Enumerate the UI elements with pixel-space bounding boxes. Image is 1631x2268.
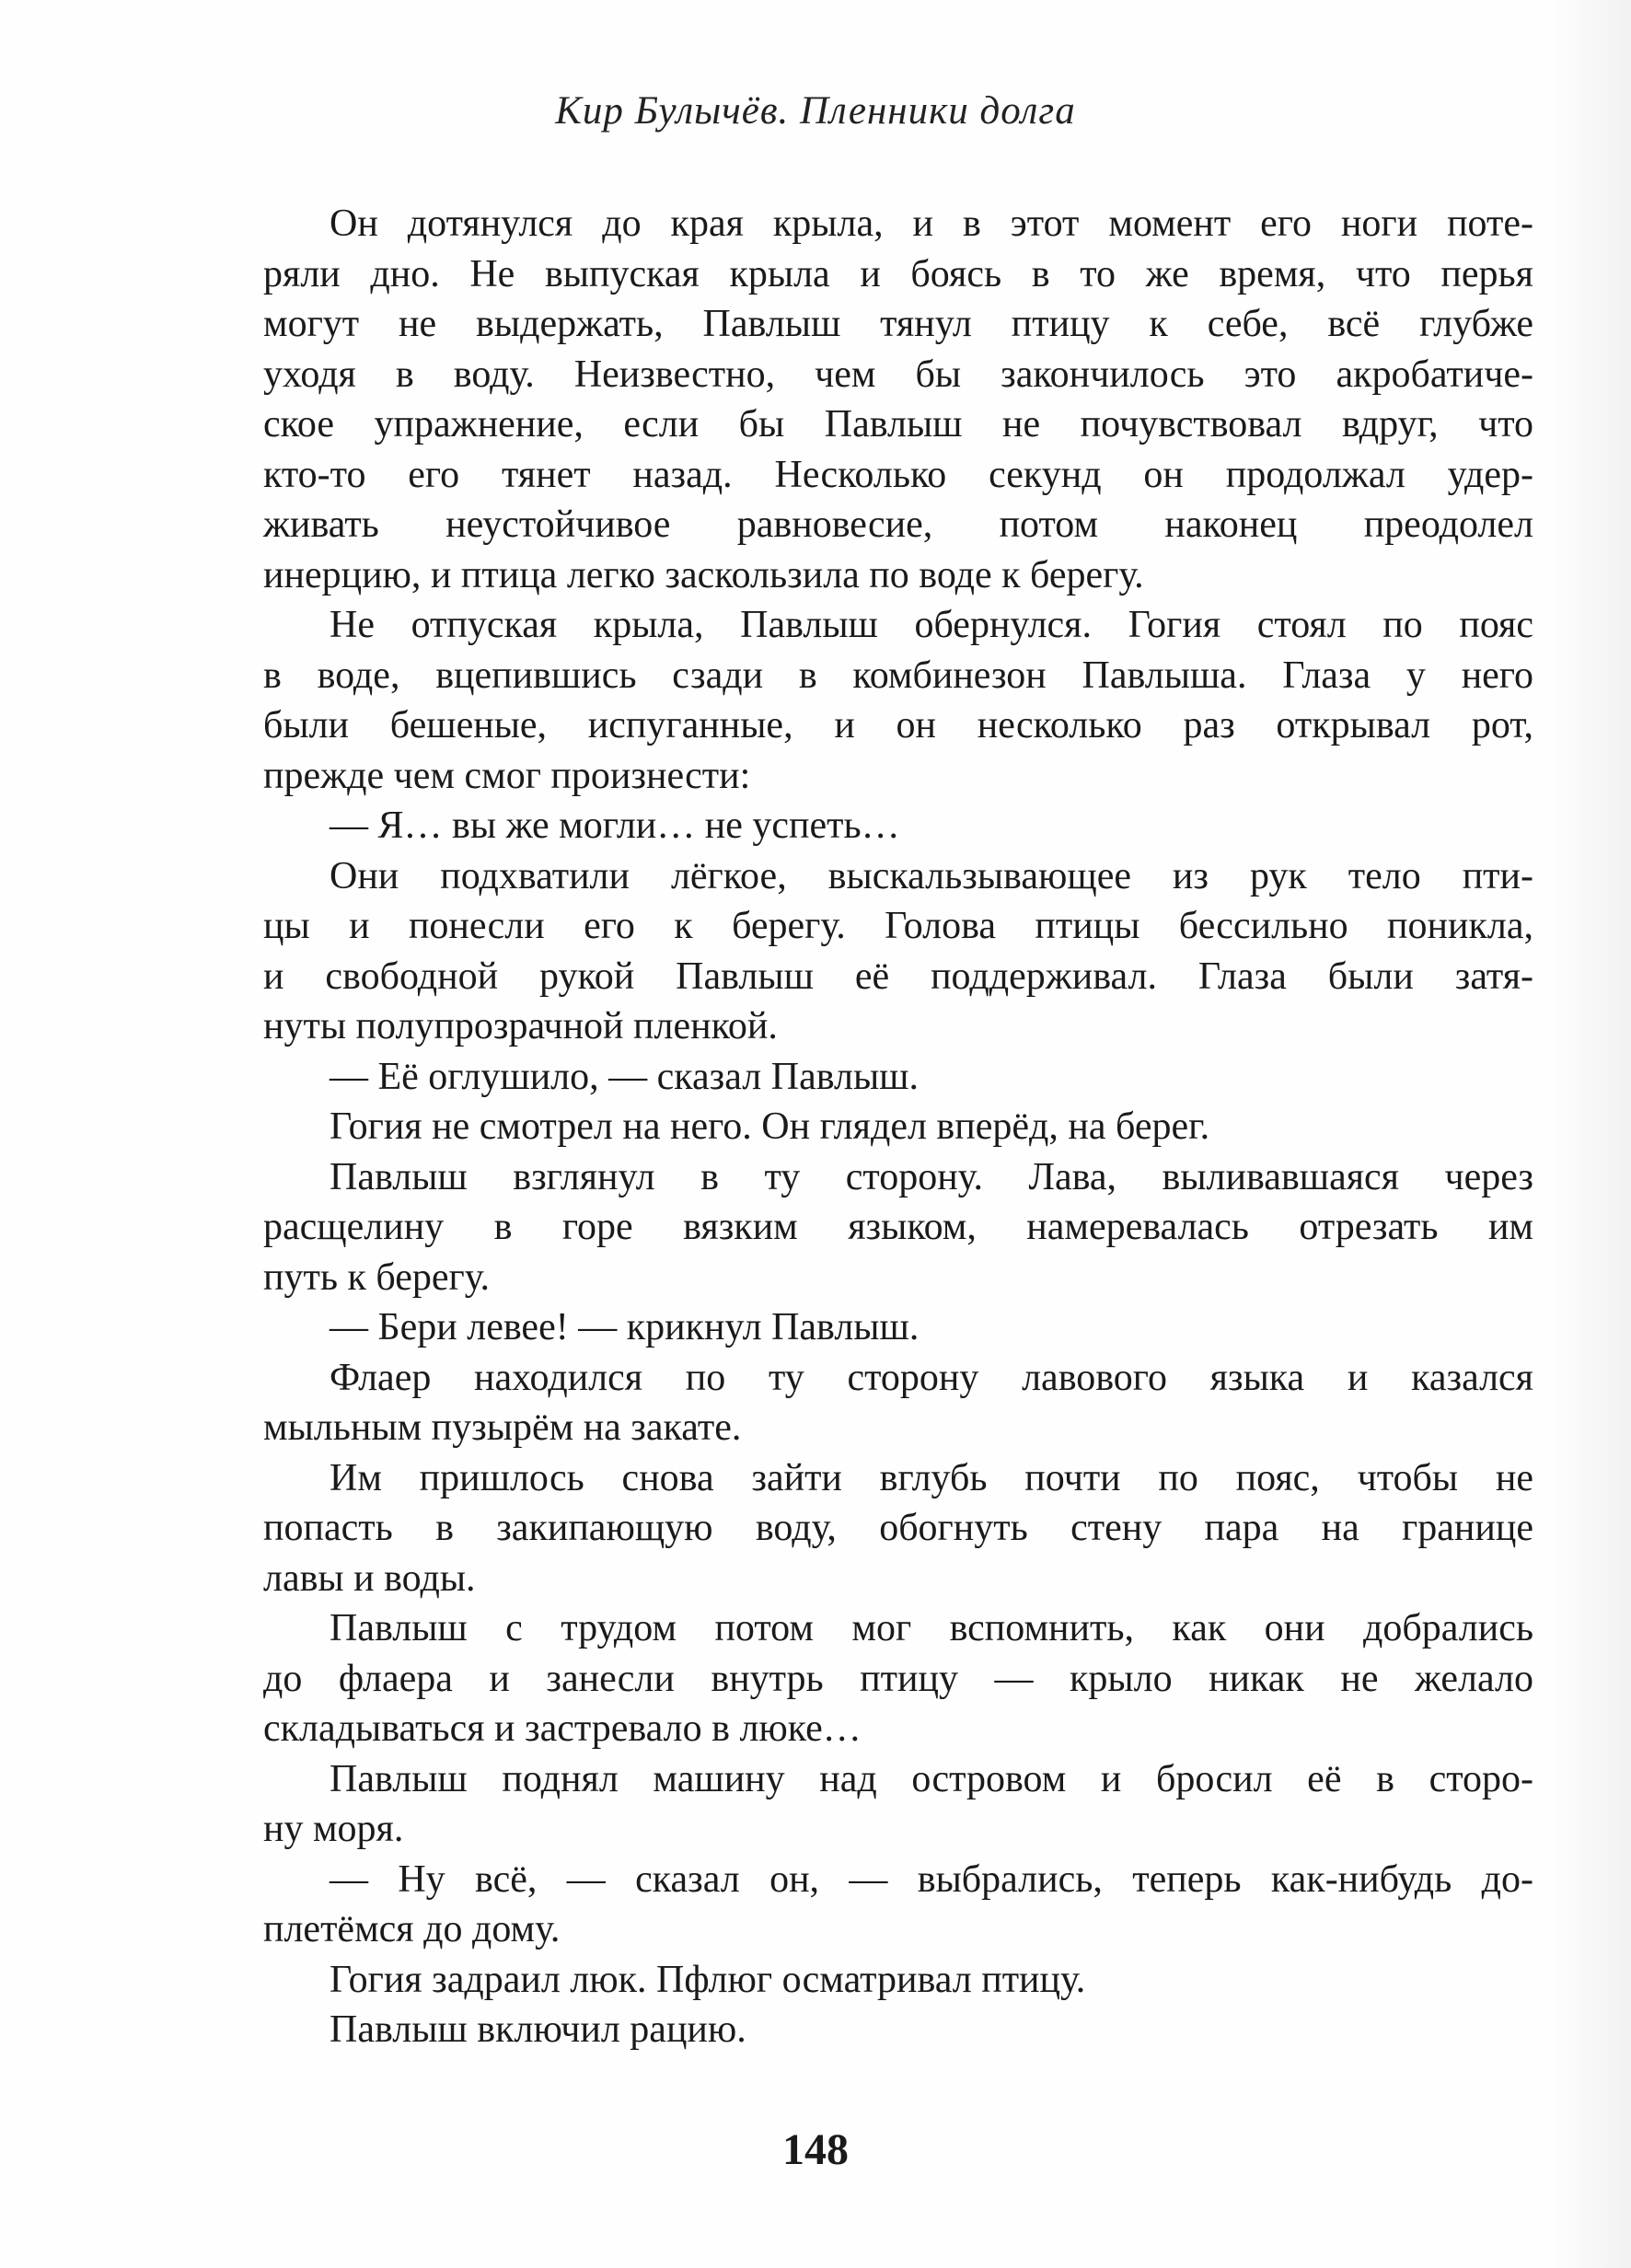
- text-line: Павлыш поднял машину над островом и бросил её в сторо-: [330, 1757, 1533, 1800]
- paragraph: [263, 1152, 1533, 1303]
- text-line: — Ну всё, — сказал он, — выбрались, теперь как-нибудь до-: [330, 1857, 1533, 1901]
- paragraph: [263, 1102, 1533, 1152]
- text-line: — Я… вы же могли… не успеть…: [330, 804, 900, 847]
- text-line: инерцию, и птица легко заскользила по воде к берегу.: [263, 553, 1144, 596]
- text-line: до флаера и занесли внутрь птицу — крыло никак не желало: [263, 1657, 1533, 1700]
- text-line: складываться и застревало в люке…: [263, 1707, 862, 1750]
- page-edge-shadow: [1548, 0, 1631, 2268]
- text-line: плетёмся до дому.: [263, 1908, 561, 1950]
- paragraph: [263, 2005, 1533, 2055]
- text-line: прежде чем смог произнести:: [263, 754, 751, 797]
- text-line: были бешеные, испуганные, и он несколько раз открывал рот,: [263, 704, 1533, 746]
- text-line: — Её оглушило, — сказал Павлыш.: [330, 1055, 920, 1098]
- paragraph: [263, 1955, 1533, 2006]
- text-line: цы и понесли его к берегу. Голова птицы бессильно поникла,: [263, 905, 1533, 947]
- paragraph: [263, 600, 1533, 801]
- text-line: ряли дно. Не выпуская крыла и боясь в то же время, что перья: [263, 252, 1533, 295]
- text-line: и свободной рукой Павлыш её поддерживал. Глаза были затя-: [263, 955, 1533, 998]
- text-line: уходя в воду. Неизвестно, чем бы закончилось это акробатиче-: [263, 353, 1533, 396]
- text-line: кто-то его тянет назад. Несколько секунд он продолжал удер-: [263, 453, 1533, 496]
- text-line: мыльным пузырём на закате.: [263, 1406, 742, 1449]
- text-line: попасть в закипающую воду, обогнуть стену пара на границе: [263, 1507, 1533, 1549]
- text-line: Павлыш с трудом потом мог вспомнить, как они добрались: [330, 1607, 1533, 1649]
- text-line: Флаер находился по ту сторону лавового языка и казался: [330, 1356, 1533, 1399]
- paragraph: [263, 199, 1533, 600]
- paragraph: [263, 1754, 1533, 1855]
- paragraph: [263, 801, 1533, 851]
- page-number: 148: [782, 2125, 849, 2174]
- paragraph: [263, 1603, 1533, 1754]
- text-line: Гогия задраил люк. Пфлюг осматривал птицу.: [330, 1958, 1086, 2001]
- paragraph: [263, 1052, 1533, 1103]
- text-line: нуты полупрозрачной пленкой.: [263, 1005, 778, 1047]
- text-line: путь к берегу.: [263, 1256, 491, 1299]
- paragraph: [263, 1353, 1533, 1453]
- text-line: Им пришлось снова зайти вглубь почти по пояс, чтобы не: [330, 1456, 1533, 1499]
- text-line: Они подхватили лёгкое, выскальзывающее из рук тело пти-: [330, 854, 1533, 897]
- text-line: ну моря.: [263, 1808, 404, 1850]
- text-line: Павлыш включил рацию.: [330, 2008, 746, 2051]
- text-line: ское упражнение, если бы Павлыш не почувствовал вдруг, что: [263, 403, 1533, 446]
- paragraph: [263, 1302, 1533, 1353]
- paragraph: [263, 851, 1533, 1052]
- body-text: [263, 199, 1533, 2055]
- text-line: могут не выдержать, Павлыш тянул птицу к себе, всё глубже: [263, 303, 1533, 345]
- text-line: расщелину в горе вязким языком, намеревалась отрезать им: [263, 1206, 1533, 1248]
- paragraph: [263, 1855, 1533, 1955]
- text-line: в воде, вцепившись сзади в комбинезон Павлыша. Глаза у него: [263, 654, 1533, 697]
- text-line: Он дотянулся до края крыла, и в этот момент его ноги поте-: [330, 202, 1533, 245]
- paragraph: [263, 1453, 1533, 1604]
- text-line: — Бери левее! — крикнул Павлыш.: [330, 1306, 920, 1348]
- running-head: Кир Булычёв. Пленники долга: [555, 89, 1076, 133]
- text-line: Не отпуская крыла, Павлыш обернулся. Гогия стоял по пояс: [330, 604, 1533, 646]
- text-line: Павлыш взглянул в ту сторону. Лава, выливавшаяся через: [330, 1155, 1533, 1198]
- text-line: живать неустойчивое равновесие, потом наконец преодолел: [263, 503, 1533, 546]
- text-line: Гогия не смотрел на него. Он глядел вперёд, на берег.: [330, 1105, 1210, 1148]
- text-line: лавы и воды.: [263, 1556, 476, 1600]
